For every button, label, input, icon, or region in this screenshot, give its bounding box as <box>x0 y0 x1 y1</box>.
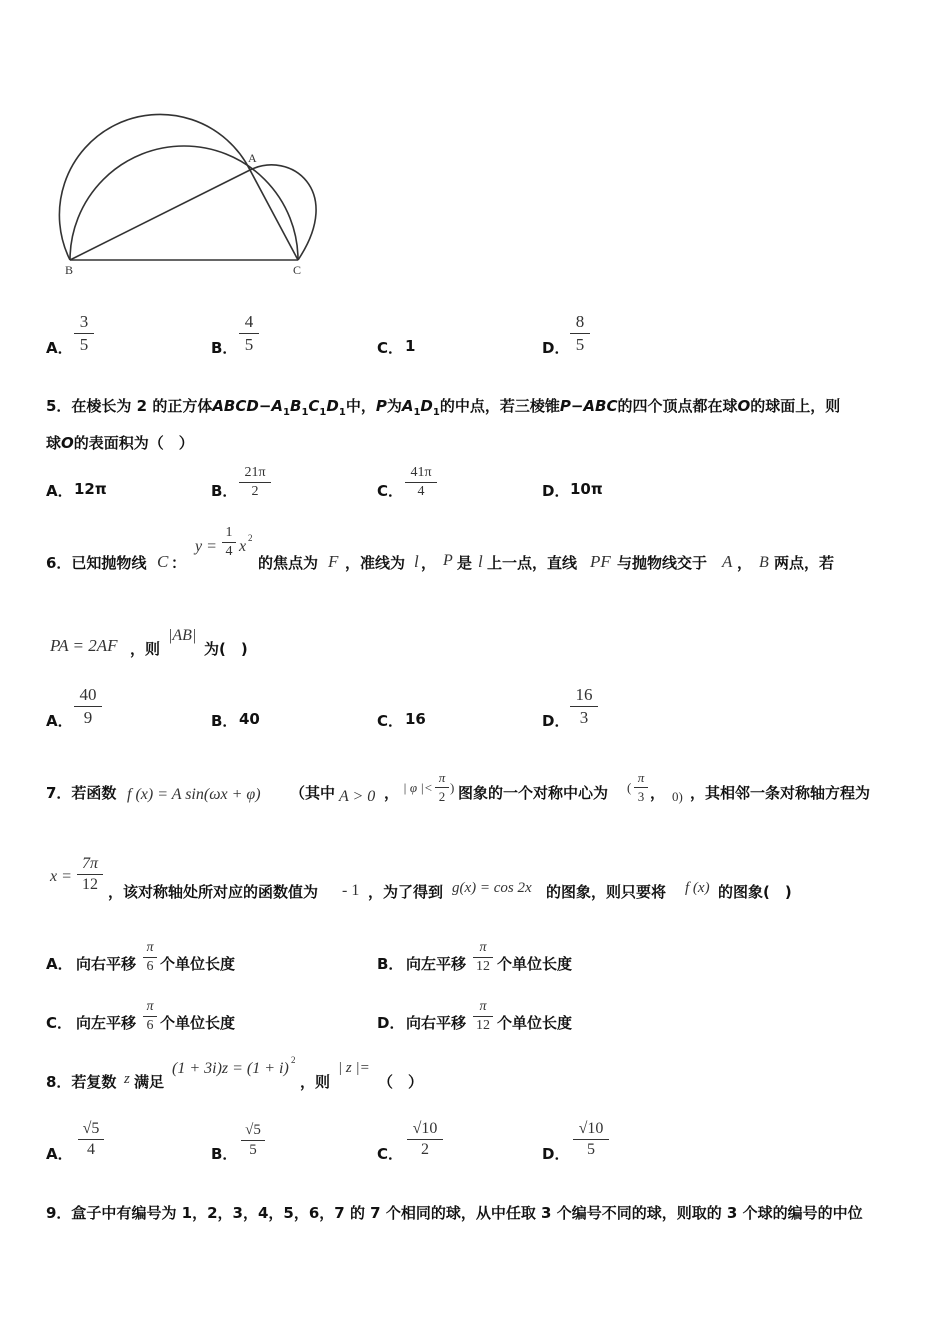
fraction: π 12 <box>473 940 493 975</box>
q5-line-2: 球O的表面积为（ ） <box>46 434 194 452</box>
fraction: π 6 <box>143 940 157 975</box>
geometry-figure <box>55 110 345 285</box>
fraction: π 2 <box>435 770 449 805</box>
segment-ba <box>70 170 250 260</box>
q5-line-1: 5．在棱长为 2 的正方体$ABCD-A_1B_1C_1D_1$中，P为$A_1D_1$的中点，若三棱锥P−ABC的四个顶点都在球O的球面上，则 <box>46 397 841 418</box>
segment-ac <box>250 170 298 260</box>
fraction: √5 4 <box>78 1120 104 1159</box>
fraction: 40 9 <box>74 685 102 728</box>
fraction: π 6 <box>143 999 157 1034</box>
arc-ac-semicircle <box>250 165 316 260</box>
label-c: C <box>293 263 302 277</box>
fraction: √5 5 <box>241 1122 265 1159</box>
arc-ba-semicircle <box>59 114 250 260</box>
option-letter: D． <box>542 339 570 357</box>
option-value: 1 <box>405 337 416 355</box>
fraction: π 3 <box>634 770 648 805</box>
fraction: 7π 12 <box>77 855 103 894</box>
fraction: √10 2 <box>407 1120 443 1159</box>
fraction: 3 5 <box>74 312 94 355</box>
fraction: 1 4 <box>222 525 236 560</box>
fraction: 21π 2 <box>239 465 271 500</box>
option-letter: C． <box>377 339 404 357</box>
option-letter: B． <box>211 339 238 357</box>
fraction: π 12 <box>473 999 493 1034</box>
fraction: √10 5 <box>573 1120 609 1159</box>
question-9: 9．盒子中有编号为 1，2，3，4，5，6，7 的 7 个相同的球，从中任取 3 个编号不同的球，则取的 3 个球的编号的中位 <box>46 1204 863 1222</box>
fraction: 41π 4 <box>405 465 437 500</box>
fraction: 8 5 <box>570 312 590 355</box>
label-b: B <box>65 263 74 277</box>
option-letter: A． <box>46 339 73 357</box>
fraction: 16 3 <box>570 685 598 728</box>
fraction: 4 5 <box>239 312 259 355</box>
label-a: A <box>248 151 257 165</box>
